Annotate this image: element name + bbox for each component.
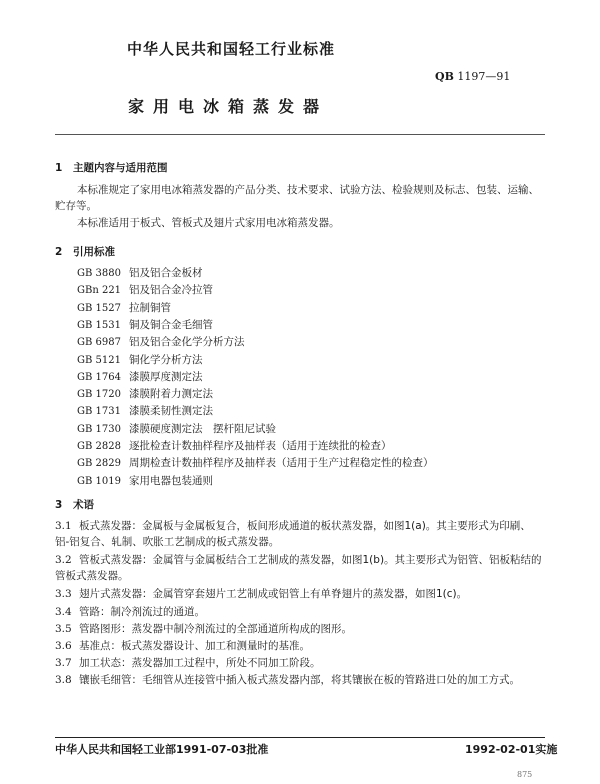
reference-title: 漆膜柔韧性测定法 — [129, 405, 213, 418]
section-3-title: 术语 — [73, 499, 94, 511]
term-definition — [55, 655, 543, 671]
reference-code: GB 6987 — [77, 337, 121, 349]
term-text: 镶嵌毛细管：毛细管从连接管中插入板式蒸发器内部，将其镶嵌在板的管路进口处的加工方式。 — [79, 674, 520, 686]
term-number: 3.1 — [55, 520, 72, 532]
header-divider — [55, 134, 545, 135]
reference-title: 铜及铜合金毛细管 — [129, 318, 213, 331]
term-text: 管板式蒸发器：金属管与金属板结合工艺制成的蒸发器，如图1(b)。其主要形式为铝管、铝板粘结的管板式蒸发器。 — [55, 554, 542, 582]
section-1-paragraph-2: 本标准适用于板式、管板式及翅片式家用电冰箱蒸发器。 — [77, 217, 340, 229]
reference-item — [77, 403, 213, 418]
section-2-number: 2 — [55, 246, 63, 258]
term-definition — [55, 586, 543, 602]
reference-title: 铝及铝合金冷拉管 — [129, 284, 213, 297]
term-definition — [55, 604, 543, 620]
reference-item — [77, 317, 213, 332]
reference-item — [77, 455, 434, 470]
reference-code: GB 5121 — [77, 354, 121, 366]
reference-code: GB 1764 — [77, 371, 121, 383]
reference-title: 铝及铝合金板材 — [129, 267, 203, 279]
section-2-title: 引用标准 — [73, 246, 115, 258]
term-number: 3.5 — [55, 623, 72, 635]
reference-item — [77, 282, 213, 297]
reference-title: 铜化学分析方法 — [129, 353, 203, 366]
reference-item — [77, 265, 203, 280]
standard-prefix: QB — [435, 70, 454, 83]
reference-title: 家用电器包装通则 — [129, 474, 213, 487]
reference-title: 拉制铜管 — [129, 301, 171, 314]
reference-item — [77, 369, 203, 384]
reference-title: 漆膜硬度测定法 摆杆阻尼试验 — [129, 422, 276, 435]
term-definition — [55, 621, 543, 637]
term-number: 3.7 — [55, 657, 72, 669]
reference-code: GB 2828 — [77, 441, 121, 452]
reference-title: 周期检查计数抽样程序及抽样表（适用于生产过程稳定性的检查） — [129, 457, 434, 470]
term-definition — [55, 518, 543, 550]
page-number: 875 — [517, 770, 533, 779]
term-text: 板式蒸发器：金属板与金属板复合，板间形成通道的板状蒸发器，如图1(a)。其主要形式为印刷、铝-铝复合、轧制、吹胀工艺制成的板式蒸发器。 — [55, 520, 531, 548]
term-definition — [55, 552, 543, 584]
reference-code: GB 1019 — [77, 475, 121, 487]
section-1-heading — [55, 160, 168, 175]
implementation-date: 1992-02-01实施 — [465, 743, 558, 756]
reference-title: 漆膜厚度测定法 — [129, 370, 203, 383]
footer-divider — [55, 737, 545, 738]
reference-item — [77, 421, 276, 436]
section-1-paragraph-1: 本标准规定了家用电冰箱蒸发器的产品分类、技术要求、试验方法、检验规则及标志、包装、运输、贮存等。 — [55, 184, 539, 212]
term-number: 3.3 — [55, 588, 72, 600]
document-title: 家用电冰箱蒸发器 — [128, 97, 329, 116]
reference-title: 漆膜附着力测定法 — [129, 388, 213, 401]
standard-number-value: 1197—91 — [457, 70, 511, 83]
term-text: 加工状态：蒸发器加工过程中，所处不同加工阶段。 — [79, 657, 321, 669]
section-1-title: 主题内容与适用范围 — [73, 162, 168, 174]
term-number: 3.2 — [55, 554, 72, 566]
reference-code: GB 1527 — [77, 302, 121, 314]
section-3-heading — [55, 497, 94, 512]
section-2-heading — [55, 244, 115, 259]
reference-item — [77, 300, 171, 315]
issuing-authority-title: 中华人民共和国轻工行业标准 — [127, 40, 336, 58]
reference-title: 铝及铝合金化学分析方法 — [129, 336, 245, 349]
reference-code: GB 1731 — [77, 406, 121, 418]
reference-item — [77, 438, 392, 453]
reference-code: GBn 221 — [77, 285, 122, 297]
section-3-number: 3 — [55, 499, 63, 511]
reference-title: 逐批检查计数抽样程序及抽样表（适用于连续批的检查） — [129, 440, 392, 452]
term-text: 管路图形：蒸发器中制冷剂流过的全部通道所构成的图形。 — [79, 623, 352, 635]
reference-code: GB 1531 — [77, 319, 121, 331]
reference-code: GB 1730 — [77, 423, 121, 435]
term-text: 管路：制冷剂流过的通道。 — [79, 606, 205, 618]
term-definition — [55, 672, 543, 688]
reference-code: GB 3880 — [77, 268, 121, 279]
reference-item — [77, 473, 213, 488]
reference-item — [77, 334, 245, 349]
approval-statement: 中华人民共和国轻工业部1991-07-03批准 — [55, 743, 269, 756]
term-number: 3.4 — [55, 606, 72, 618]
term-definition — [55, 638, 543, 654]
reference-item — [77, 352, 203, 367]
term-number: 3.8 — [55, 674, 72, 686]
reference-code: GB 1720 — [77, 389, 121, 401]
term-number: 3.6 — [55, 640, 72, 652]
reference-code: GB 2829 — [77, 458, 121, 470]
standard-number — [435, 70, 510, 83]
section-1-number: 1 — [55, 162, 63, 174]
term-text: 翅片式蒸发器：金属管穿套翅片工艺制成或铝管上有单脊翅片的蒸发器，如图1(c)。 — [79, 588, 468, 600]
term-text: 基准点：板式蒸发器设计、加工和测量时的基准。 — [79, 640, 310, 652]
reference-item — [77, 386, 213, 401]
